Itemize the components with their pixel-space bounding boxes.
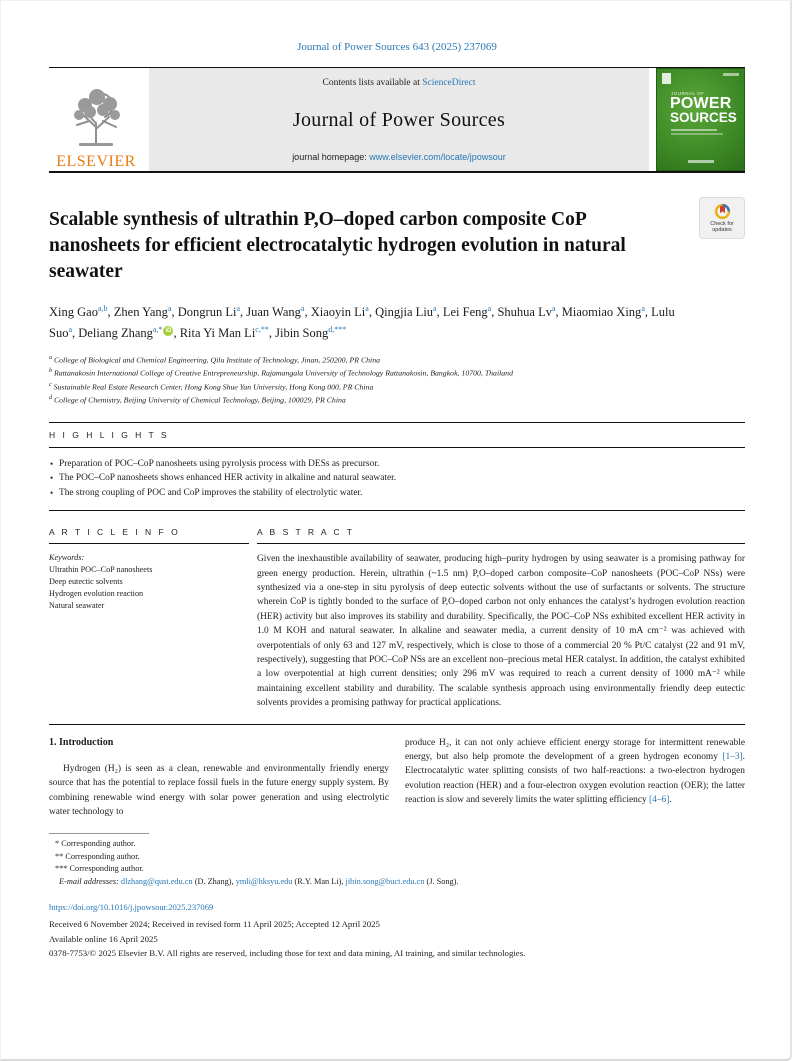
copyright-line: 0378-7753/© 2025 Elsevier B.V. All rights are reserved, including those for text and data mining, AI training, and similar technologies. bbox=[49, 948, 526, 959]
homepage-prefix: journal homepage: bbox=[292, 152, 370, 162]
info-abstract-row bbox=[49, 527, 745, 710]
available-online: Available online 16 April 2025 bbox=[49, 934, 158, 945]
author: Qingjia Liu$^a$ , bbox=[375, 305, 443, 319]
author: Lei Feng$^a$ , bbox=[443, 305, 498, 319]
body-top-rule bbox=[49, 724, 745, 725]
author: Juan Wang$^a$ , bbox=[246, 305, 310, 319]
affiliation: $^d$ College of Chemistry, Beijing University of Chemical Technology, Beijing, 100029, PR China bbox=[49, 394, 346, 405]
abstract-column bbox=[257, 527, 745, 710]
cover-footer-decoration bbox=[688, 160, 714, 163]
elsevier-logo bbox=[49, 68, 149, 171]
article-info-header: A R T I C L E I N F O bbox=[49, 527, 181, 538]
author: Xing Gao$^{a,b}$ , bbox=[49, 305, 114, 319]
reference-link[interactable]: [4–6] bbox=[649, 794, 670, 805]
abstract-rule bbox=[257, 543, 745, 544]
reference-link[interactable]: [1–3] bbox=[722, 751, 743, 762]
contents-prefix: Contents lists available at bbox=[322, 78, 423, 88]
highlights-header-rule bbox=[49, 447, 745, 448]
cover-subtitle-decoration-2 bbox=[671, 133, 723, 135]
received-dates: Received 6 November 2024; Received in revised form 11 April 2025; Accepted 12 April 2025 bbox=[49, 919, 380, 930]
email-link[interactable]: dlzhang@qust.edu.cn bbox=[120, 876, 193, 886]
check-for-updates-icon bbox=[714, 203, 731, 220]
highlight-item: • The strong coupling of POC and CoP improves the stability of electrolytic water. bbox=[49, 486, 745, 501]
author: Shuhua Lv$^a$ , bbox=[497, 305, 561, 319]
cover-subtitle-decoration bbox=[671, 129, 717, 131]
affiliation-list bbox=[49, 353, 745, 405]
keyword: Deep eutectic solvents bbox=[49, 577, 123, 587]
keywords-label: Keywords: bbox=[49, 553, 85, 563]
elsevier-tree-icon bbox=[59, 83, 133, 155]
keyword: Natural seawater bbox=[49, 601, 105, 611]
affiliation: $^b$ Rattanakosin International College of Creative Entrepreneurship, Rajamangala University of Technology Rattanakosin, Bangkok, 10700, Thailand bbox=[49, 368, 513, 378]
highlights-list bbox=[49, 457, 745, 501]
highlights-bottom-rule bbox=[49, 510, 745, 511]
paper-title: Scalable synthesis of ultrathin P,O–doped carbon composite CoP nanosheets for efficient electrocatalytic hydrogen evolution in natural seawater bbox=[49, 209, 626, 282]
highlights-top-rule bbox=[49, 422, 745, 423]
email-link[interactable]: ymli@hksyu.edu bbox=[235, 876, 293, 886]
body-columns bbox=[49, 736, 745, 819]
introduction-paragraph: Hydrogen (H₂) is seen as a clean, renewable and environmentally friendly energy source that has the potential to replace fossil fuels in the future energy supply system. By combining renewable wind energy with solar power generation and using electrolytic water technology to bbox=[49, 763, 389, 817]
footnote: * Corresponding author. bbox=[55, 839, 136, 849]
cover-issn-decoration bbox=[723, 73, 739, 76]
footnote: ** Corresponding author. bbox=[55, 851, 140, 861]
highlight-item: • Preparation of POC–CoP nanosheets using pyrolysis process with DESs as precursor. bbox=[49, 457, 745, 472]
abstract-text: Given the inexhaustible availability of seawater, producing high–purity hydrogen by using seawater is a promising pathway for green energy production. Herein, ultrathin (~1.5 nm) P,O–doped carbon composite–CoP nanosheets (POC–CoP NSs) were synthesized via a one-step in situ pyrolysis of deep eutectic solvents without the use of surfactants or solvents. The structure wherein CoP is tightly bonded to the surface of P,O–doped carbon not only enhances the catalyst’s hydrogen evolution reaction (HER) activity but also improves its stability and durability. Specifically, the POC–CoP NSs exhibited excellent HER activity in 1.0 M KOH and natural seawater. In alkaline and seawater media, a current density of 10 mA cm⁻² was achieved with overpotentials of only 63 and 127 mV, respectively, which is close to those of a commercial 20 % Pt/C catalyst (22 and 91 mV, respectively), suggesting that POC–CoP NSs are an excellent non–precious metal HER catalyst. In addition, the catalyst exhibited a low overpotential at high current densities; only 296 mV was required to reach a current density of 1000 mA⁻² while maintaining excellent stability and durability. The scalable synthesis approach using environmentally friendly deep eutectic solvents provides a promising pathway for practical applications. bbox=[257, 554, 745, 709]
keyword: Hydrogen evolution reaction bbox=[49, 589, 144, 599]
keywords-block bbox=[49, 552, 249, 612]
footnote-divider bbox=[49, 833, 149, 834]
author: Rita Yi Man $Li^{c,**}$ , bbox=[180, 326, 275, 340]
highlight-item: • The POC–CoP nanosheets shows enhanced HER activity in alkaline and natural seawater. bbox=[49, 471, 745, 486]
homepage-url-link[interactable]: www.elsevier.com/locate/jpowsour bbox=[369, 152, 506, 162]
footnote: *** Corresponding author. bbox=[55, 864, 144, 874]
elsevier-wordmark: ELSEVIER bbox=[56, 153, 136, 170]
email-addresses-line: E-mail addresses: dlzhang@qust.edu.cn (D. Zhang), ymli@hksyu.edu (R.Y. Man Li), jibin.song@buct.edu.cn (J. Song). bbox=[59, 876, 459, 886]
author: Zhen Yang$^a$ , bbox=[114, 305, 178, 319]
keyword: Ultrathin POC–CoP nanosheets bbox=[49, 565, 153, 575]
author: Jibin Song$^{d,***}$ bbox=[275, 325, 347, 341]
article-info-rule bbox=[49, 543, 249, 544]
introduction-heading: 1. Introduction bbox=[49, 736, 114, 748]
author: Deliang Zhang$^{a,*}$ iD , bbox=[78, 326, 179, 340]
journal-name: Journal of Power Sources bbox=[292, 108, 506, 131]
highlights-section bbox=[49, 422, 745, 512]
cover-title-power: POWER bbox=[670, 95, 732, 112]
cover-elsevier-mini-logo bbox=[662, 73, 671, 84]
abstract-header: A B S T R A C T bbox=[257, 527, 355, 538]
article-info-column bbox=[49, 527, 249, 710]
orcid-icon[interactable]: iD bbox=[165, 328, 172, 335]
check-for-updates-label: Check for updates bbox=[710, 221, 734, 233]
author: Dongrun Li$^a$ , bbox=[178, 305, 247, 319]
email-label: E-mail addresses: bbox=[59, 876, 119, 886]
highlights-header: H I G H L I G H T S bbox=[49, 429, 170, 440]
author-list bbox=[49, 300, 719, 342]
body-right-column bbox=[405, 736, 745, 819]
author: Xiaoyin Li$^a$ , bbox=[311, 305, 375, 319]
contents-line bbox=[157, 78, 641, 88]
affiliation: $^c$ Sustainable Real Estate Research Center, Hong Kong Shue Yan University, Hong Kong 000, PR China bbox=[49, 381, 374, 392]
body-left-column bbox=[49, 736, 389, 819]
footnotes-block bbox=[49, 833, 745, 888]
introduction-paragraph-continued: produce H₂, it can not only achieve efficient energy storage for intermittent renewable energy, but also help promote the development of a green hydrogen economy [1–3]. Electrocatalytic water splitting consists of two half-reactions: a two-electron hydrogen evolution reaction (HER) and a four-electron oxygen evolution reaction (OER); the latter reaction is slow and severely limits the water splitting efficiency [4–6]. bbox=[405, 737, 745, 805]
journal-cover-thumbnail[interactable] bbox=[656, 68, 745, 171]
sciencedirect-link[interactable]: ScienceDirect bbox=[422, 78, 476, 88]
email-link[interactable]: jibin.song@buct.edu.cn bbox=[345, 876, 425, 886]
cover-journal-of: JOURNAL OF bbox=[671, 91, 705, 96]
header-bottom-rule bbox=[49, 171, 745, 173]
check-for-updates-badge[interactable] bbox=[699, 197, 745, 239]
doi-link[interactable]: https://doi.org/10.1016/j.jpowsour.2025.237069 bbox=[49, 902, 214, 913]
journal-citation-link[interactable]: Journal of Power Sources 643 (2025) 237069 bbox=[297, 41, 497, 53]
banner-center bbox=[149, 68, 649, 171]
author: Lulu Suo$^a$ , bbox=[49, 305, 675, 340]
journal-header-banner bbox=[49, 68, 745, 171]
cover-title-sources: SOURCES bbox=[670, 110, 737, 125]
author: Miaomiao Xing$^a$ , bbox=[562, 305, 651, 319]
affiliation: $^a$ College of Biological and Chemical Engineering, Qilu Institute of Technology, Jinan, 250200, PR China bbox=[49, 355, 381, 365]
homepage-line bbox=[157, 152, 641, 162]
